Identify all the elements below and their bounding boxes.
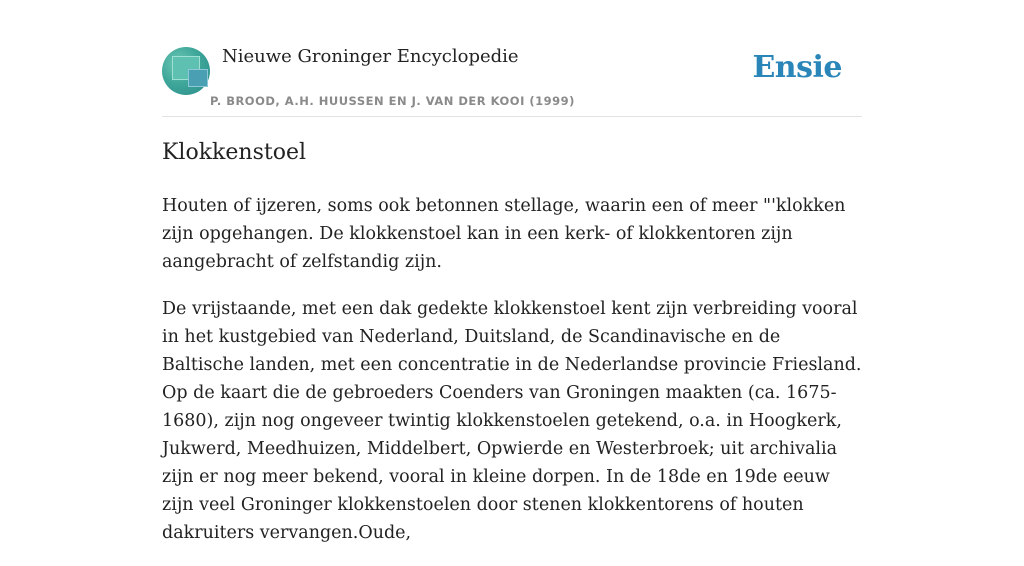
entry-paragraph: De vrijstaande, met een dak gedekte klokkenstoel kent zijn verbreiding vooral in het kustgebied van Nederland, Duitsland, de Scandinavische en de Baltische landen, met een concentratie in de Nederlandse provincie Friesland. Op de kaart die de gebroeders Coenders van Groningen maakten (ca. 1675-1680), zijn nog ongeveer twintig klokkenstoelen getekend, o.a. in Hoogkerk, Jukwerd, Meedhuizen, Middelbert, Opwierde en Westerbroek; uit archivalia zijn er nog meer bekend, vooral in kleine dorpen. In de 18de en 19de eeuw zijn veel Groninger klokkenstoelen door stenen klokkentorens of houten dakruiters vervangen.Oude, — [162, 299, 862, 543]
publication-title[interactable]: Nieuwe Groninger Encyclopedie — [222, 46, 519, 67]
entry-title: Klokkenstoel — [162, 140, 306, 165]
cover-shape-secondary — [188, 69, 208, 87]
book-cover-icon[interactable] — [162, 47, 210, 95]
publication-authors: P. BROOD, A.H. HUUSSEN EN J. VAN DER KOOI (1999) — [210, 94, 575, 108]
publication-header — [162, 40, 862, 117]
entry-body — [162, 192, 862, 566]
entry-paragraph: Houten of ijzeren, soms ook betonnen stellage, waarin een of meer "'klokken zijn opgehangen. De klokkenstoel kan in een kerk- of klokkentoren zijn aangebracht of zelfstandig zijn. — [162, 196, 846, 272]
ensie-logo[interactable]: Ensie — [752, 50, 842, 85]
